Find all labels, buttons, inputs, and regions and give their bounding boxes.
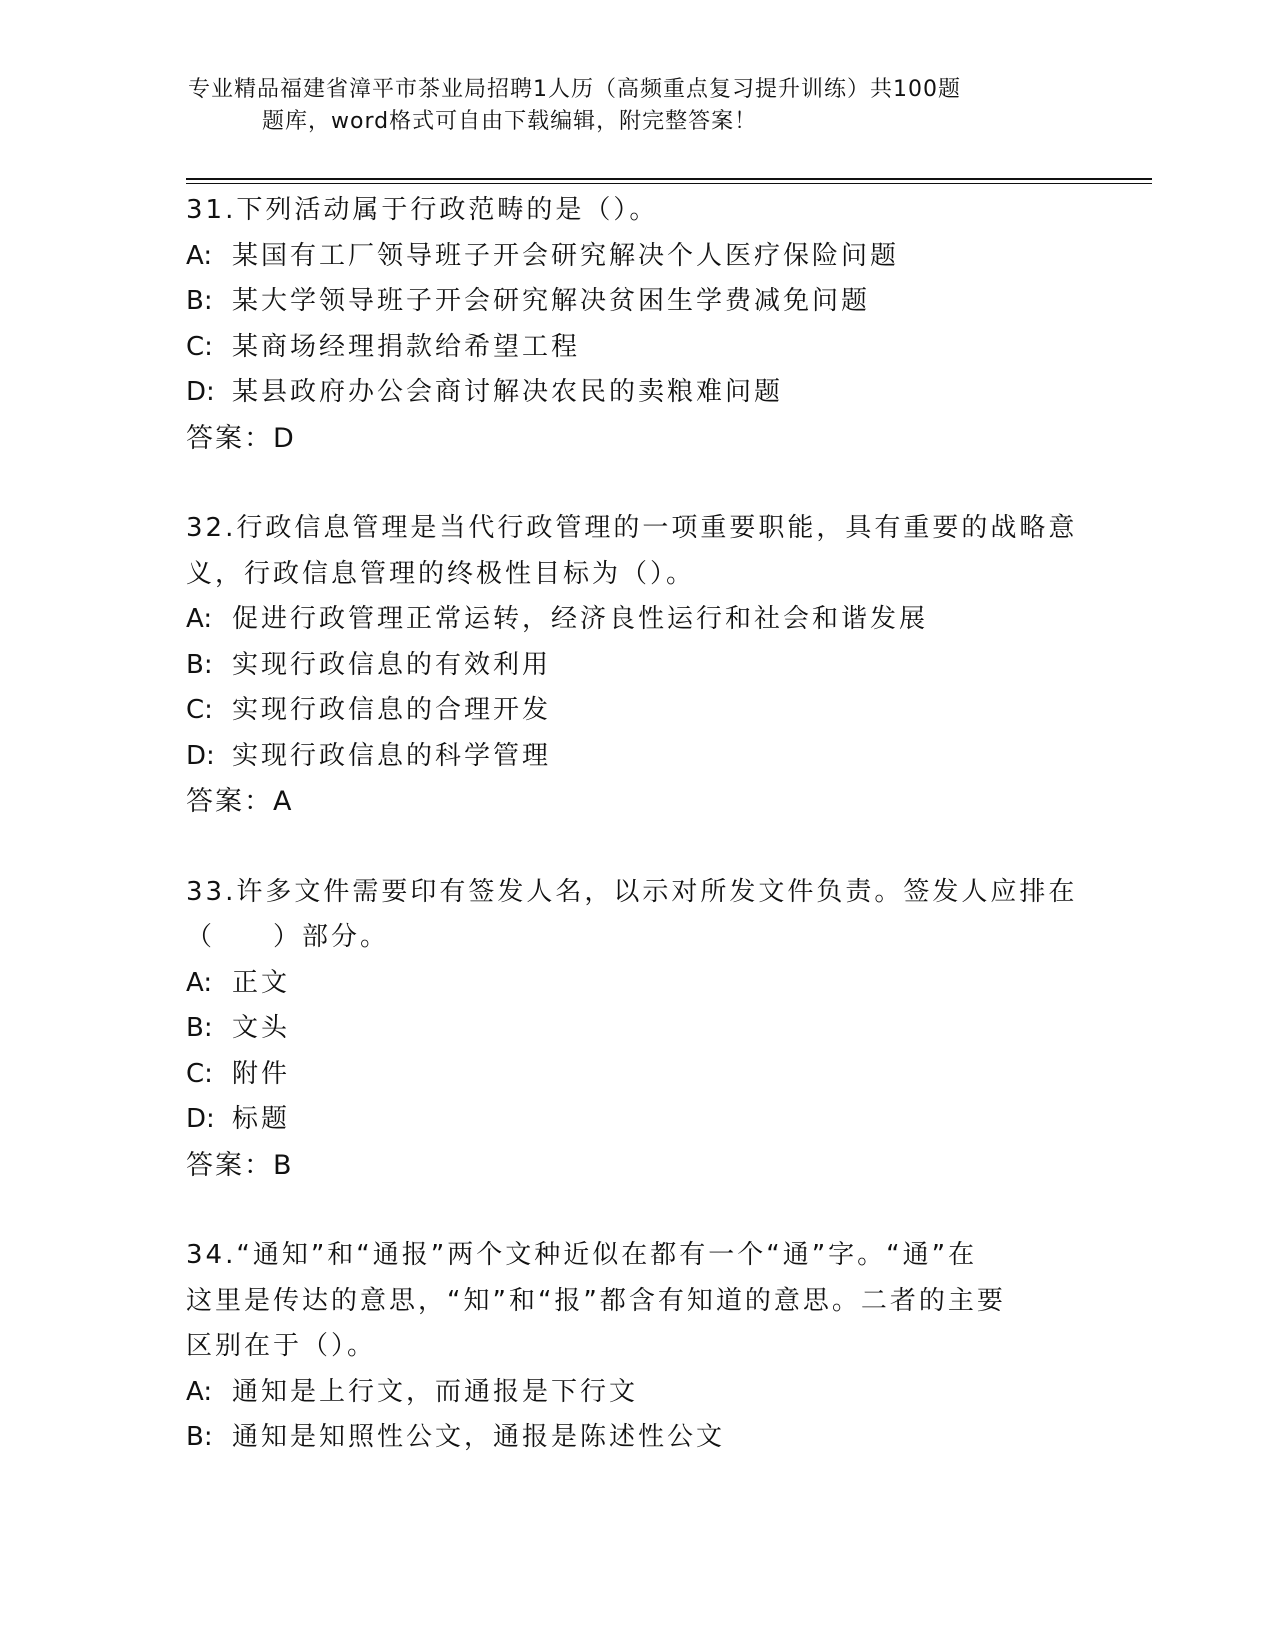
option-c [186,1052,1086,1098]
question-33 [186,870,1086,1189]
option-text: 通知是知照性公文，通报是陈述性公文 [232,1422,726,1452]
option-a [186,961,1086,1007]
option-letter: B: [186,1422,213,1452]
question-list [186,188,1086,1506]
option-a [186,1370,1086,1416]
option-letter: B: [186,1013,213,1043]
header-title-line-1: 专业精品福建省漳平市茶业局招聘1人历（高频重点复习提升训练）共100题 [188,77,961,102]
option-letter: A: [186,1376,213,1407]
option-text: 某县政府办公会商讨解决农民的卖粮难问题 [232,377,784,407]
option-letter: B: [186,649,213,680]
option-b [186,1415,1086,1461]
header-divider-thick [186,178,1152,180]
header-title-line-2: 题库，word格式可自由下载编辑，附完整答案！ [262,109,758,134]
question-stem-continued: 区别在于（）。 [186,1331,377,1361]
question-stem: 34.“通知”和“通报”两个文种近似在都有一个“通”字。“通”在 [186,1240,978,1270]
option-c [186,688,1086,734]
question-32 [186,506,1086,825]
question-stem-continued: 这里是传达的意思，“知”和“报”都含有知道的意思。二者的主要 [186,1285,1006,1316]
option-b [186,643,1086,689]
question-stem: 31.下列活动属于行政范畴的是（）。 [186,195,659,225]
question-34 [186,1233,1086,1461]
option-letter: D: [186,377,215,407]
option-text: 文头 [232,1013,291,1043]
option-text: 某国有工厂领导班子开会研究解决个人医疗保险问题 [232,240,900,271]
option-letter: C: [186,331,213,362]
answer-label: 答案：A [186,786,294,817]
header-divider-thin [186,183,1152,184]
option-text: 实现行政信息的有效利用 [232,649,552,680]
question-stem: 32.行政信息管理是当代行政管理的一项重要职能，具有重要的战略意 [186,513,1078,543]
option-letter: A: [186,604,213,634]
option-text: 促进行政管理正常运转，经济良性运行和社会和谐发展 [232,604,929,634]
option-letter: A: [186,967,213,998]
option-letter: B: [186,286,213,316]
answer-label: 答案：B [186,1149,294,1181]
option-text: 附件 [232,1058,291,1089]
option-text: 实现行政信息的合理开发 [232,695,552,725]
answer-label: 答案：D [186,422,296,454]
option-letter: C: [186,1058,213,1089]
option-a [186,597,1086,643]
option-d [186,370,1086,416]
option-text: 标题 [232,1104,291,1134]
option-b [186,1006,1086,1052]
option-text: 通知是上行文，而通报是下行文 [232,1376,639,1407]
document-header [188,74,1088,138]
option-text: 正文 [232,967,291,998]
option-d [186,734,1086,780]
option-c [186,325,1086,371]
option-text: 某商场经理捐款给希望工程 [232,331,581,362]
option-letter: C: [186,695,213,725]
question-stem-continued: （ ）部分。 [186,922,390,952]
option-text: 某大学领导班子开会研究解决贫困生学费减免问题 [232,286,871,316]
option-b [186,279,1086,325]
option-letter: D: [186,1104,215,1134]
option-a [186,234,1086,280]
option-letter: A: [186,240,213,271]
option-letter: D: [186,740,215,771]
option-d [186,1097,1086,1143]
option-text: 实现行政信息的科学管理 [232,740,552,771]
question-stem: 33.许多文件需要印有签发人名，以示对所发文件负责。签发人应排在 [186,876,1078,907]
question-stem-continued: 义，行政信息管理的终极性目标为（）。 [186,558,696,589]
question-31 [186,188,1086,461]
